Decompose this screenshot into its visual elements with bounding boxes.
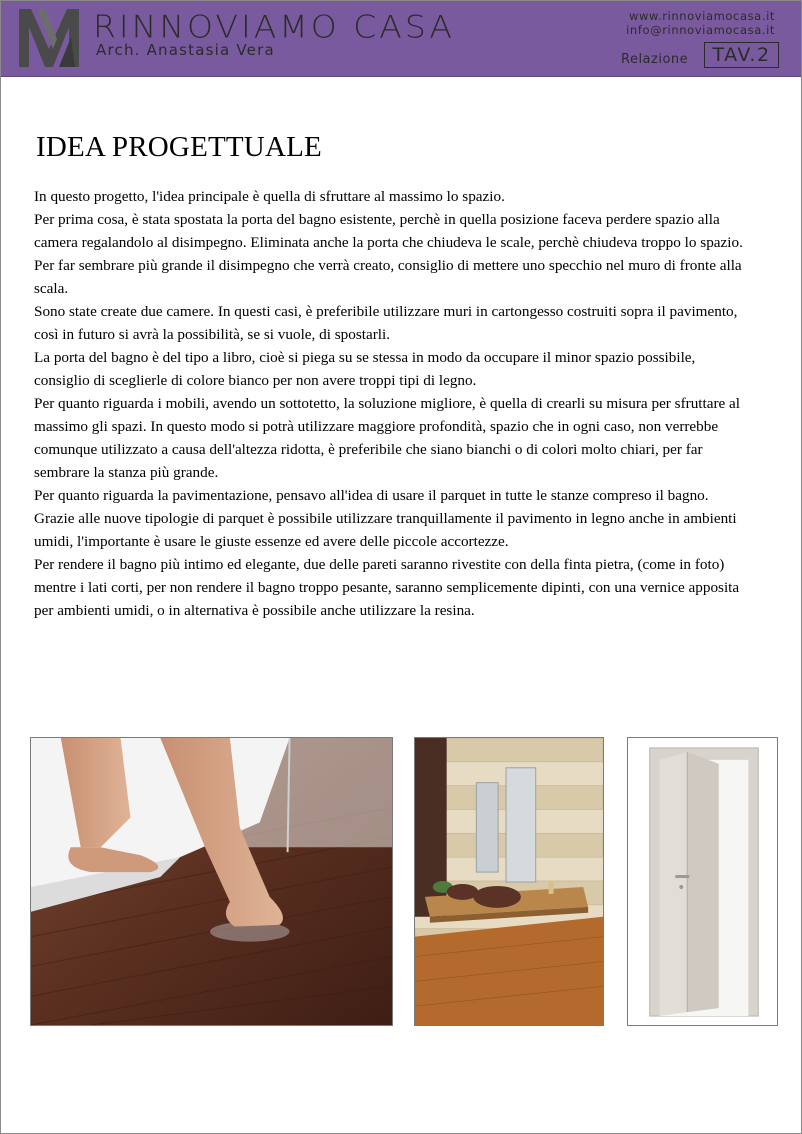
- paragraph: Per far sembrare più grande il disimpegno che verrà creato, consiglio di mettere uno specchio nel muro di fronte alla scala.: [34, 257, 742, 297]
- stone-wall-bathroom-photo: [414, 737, 604, 1026]
- paragraph: Per rendere il bagno più intimo ed elegante, due delle pareti saranno rivestite con della finta pietra, (come in foto) mentre i lati corti, per non rendere il bagno troppo pesante, saranno semplicemente dipinti, con una vernice apposita per ambienti umidi, o in alternativa è possibile anche utilizzare la resina.: [34, 556, 740, 619]
- folding-door-photo: [627, 737, 778, 1026]
- paragraph: Grazie alle nuove tipologie di parquet è possibile utilizzare tranquillamente il pavimento in legno anche in ambienti umidi, l'importante è usare le giuste essenze ed avere delle piccole accortezze.: [34, 510, 737, 550]
- page-title: IDEA PROGETTUALE: [36, 131, 322, 163]
- sheet-number-badge: TAV.2: [704, 42, 779, 68]
- website-link[interactable]: www.rinnoviamocasa.it: [628, 9, 775, 23]
- paragraph: Sono state create due camere. In questi casi, è preferibile utilizzare muri in cartongesso costruiti sopra il pavimento, così in futuro si avrà la possibilità, se si vuole, di spostarli.: [34, 303, 738, 343]
- wet-parquet-floor-photo: [30, 737, 393, 1026]
- paragraph: Per quanto riguarda i mobili, avendo un sottotetto, la soluzione migliore, è quella di crearli su misura per sfruttare al massimo gli spazi. In questo modo si potrà utilizzare maggiore profondità, spazio che in ogni caso, non verrebbe comunque utilizzato a causa dell'altezza ridotta, è preferibile che siano bianchi o di colori molto chiari, per far sembrare la stanza più grande.: [34, 395, 741, 481]
- header-band: [1, 1, 801, 77]
- contacts: [626, 9, 775, 37]
- paragraph: La porta del bagno è del tipo a libro, cioè si piega su se stessa in modo da occupare il minor spazio possibile, consiglio di sceglierle di colore bianco per non avere troppi tipi di legno.: [34, 349, 696, 389]
- email-link[interactable]: info@rinnoviamocasa.it: [626, 23, 775, 37]
- brand-name: RINNOVIAMO CASA: [93, 8, 455, 46]
- paragraph: Per quanto riguarda la pavimentazione, pensavo all'idea di usare il parquet in tutte le stanze compreso il bagno.: [34, 487, 709, 504]
- doc-type-label: Relazione: [621, 52, 689, 67]
- logo-va-icon: [19, 9, 79, 67]
- body-text: [34, 185, 744, 622]
- paragraph: Per prima cosa, è stata spostata la porta del bagno esistente, perchè in quella posizione faceva perdere spazio alla camera regalandolo al disimpegno. Eliminata anche la porta che chiudeva le scale, perchè chiudeva troppo lo spazio.: [34, 211, 743, 251]
- paragraph: In questo progetto, l'idea principale è quella di sfruttare al massimo lo spazio.: [34, 188, 505, 205]
- architect-name: Arch. Anastasia Vera: [96, 41, 275, 59]
